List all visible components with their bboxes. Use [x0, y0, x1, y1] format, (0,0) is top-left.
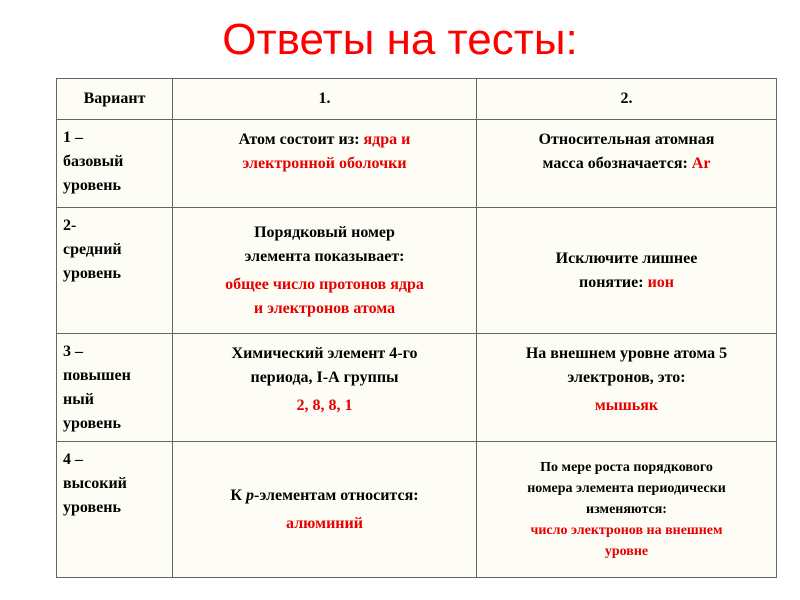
question-text: элемента показывает: — [244, 247, 405, 265]
level-line: средний — [63, 241, 122, 258]
level-line: уровень — [63, 177, 121, 194]
question-1-cell — [173, 442, 477, 578]
question-1-cell — [173, 334, 477, 442]
question-text: периода, I-А группы — [250, 369, 399, 386]
level-line: 2- — [63, 217, 77, 234]
level-line: ный — [63, 391, 94, 408]
level-cell — [57, 208, 173, 334]
question-text: Исключите лишнее — [555, 249, 698, 267]
answers-table — [56, 78, 777, 578]
question-text: электронов, это: — [567, 369, 686, 386]
question-2-cell — [477, 120, 777, 208]
answer-text: ион — [647, 273, 675, 291]
question-text: изменяются: — [586, 502, 667, 517]
level-line: 1 – — [63, 129, 83, 146]
answer-text: Ar — [691, 155, 711, 172]
level-cell — [57, 334, 173, 442]
table-row-middle — [57, 208, 777, 334]
question-text: понятие: — [578, 273, 648, 291]
table-header-row — [57, 79, 777, 120]
question-2-cell — [477, 442, 777, 578]
answer-text: электронной оболочки — [242, 155, 407, 172]
answer-text: уровне — [604, 544, 649, 559]
question-1-cell — [173, 208, 477, 334]
table-row-advanced — [57, 334, 777, 442]
question-text: Атом состоит из: — [238, 131, 364, 148]
question-text: -элементам относится: — [254, 486, 419, 504]
table-row-high — [57, 442, 777, 578]
question-text: номера элемента периодически — [527, 481, 726, 496]
question-text: На внешнем уровне атома 5 — [525, 345, 728, 362]
question-text: р — [246, 486, 255, 504]
question-text: По мере роста порядкового — [540, 460, 713, 475]
question-text: масса обозначается: — [542, 155, 692, 172]
answer-text: алюминий — [286, 514, 363, 532]
header-variant: Вариант — [57, 79, 173, 120]
answer-text: ядра и — [363, 131, 411, 148]
level-line: базовый — [63, 153, 124, 170]
answer-text: 2, 8, 8, 1 — [296, 397, 353, 414]
header-question-1: 1. — [173, 79, 477, 120]
question-text: Химический элемент 4-го — [231, 345, 418, 362]
header-question-2: 2. — [477, 79, 777, 120]
question-text: Порядковый номер — [254, 223, 395, 241]
page-title: Ответы на тесты: — [222, 15, 578, 64]
level-cell — [57, 442, 173, 578]
question-2-cell — [477, 208, 777, 334]
question-text: Относительная атомная — [538, 131, 715, 148]
level-line: 4 – — [63, 451, 83, 468]
level-line: 3 – — [63, 343, 83, 360]
question-text: К — [230, 486, 247, 504]
table-row-basic — [57, 120, 777, 208]
level-line: повышен — [63, 367, 131, 384]
level-line: уровень — [63, 499, 121, 516]
level-line: уровень — [63, 265, 121, 282]
question-2-cell — [477, 334, 777, 442]
level-cell — [57, 120, 173, 208]
question-1-cell — [173, 120, 477, 208]
answer-text: общее число протонов ядра — [225, 275, 424, 293]
level-line: высокий — [63, 475, 127, 492]
answer-text: число электронов на внешнем — [530, 523, 723, 538]
level-line: уровень — [63, 415, 121, 432]
answer-text: мышьяк — [594, 397, 659, 414]
answer-text: и электронов атома — [253, 299, 396, 317]
